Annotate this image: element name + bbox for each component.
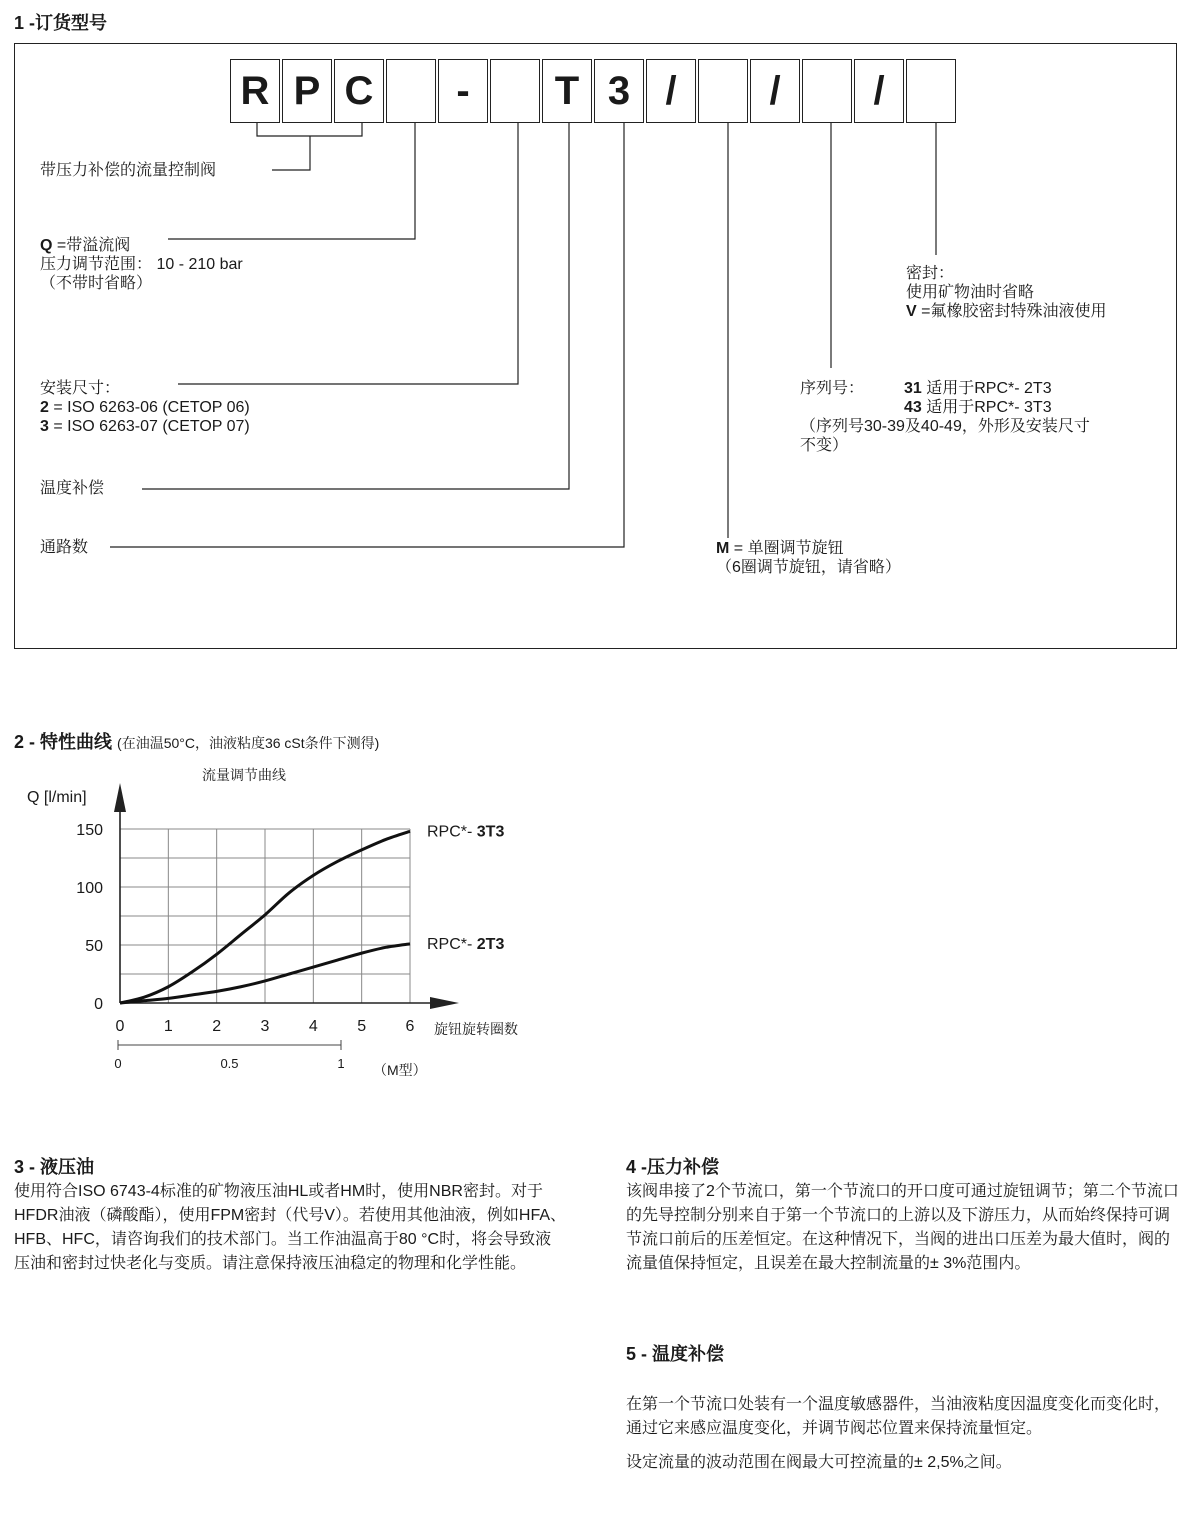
secondary-tick-label: 1 bbox=[337, 1056, 345, 1071]
x-tick-label: 0 bbox=[115, 1018, 125, 1035]
series-label: RPC*- 2T3 bbox=[427, 935, 505, 953]
m-type-label: （M型） bbox=[373, 1062, 427, 1078]
section-4-body: 该阀串接了2个节流口，第一个节流口的开口度可通过旋钮调节；第二个节流口的先导控制分别来自于第一个节流口的上游以及下游压力，从而始终保持可调节流口前后的压差恒定。在这种情况下，当阀的进出口压差为最大值时，阀的流量值保持恒定，且误差在最大控制流量的± 3%范围内。 bbox=[626, 1183, 1179, 1272]
y-axis-label: Q [l/min] bbox=[27, 789, 87, 806]
code-cell: 3 bbox=[594, 59, 644, 123]
label-mounting-size: 安装尺寸： 2 = ISO 6263-06 (CETOP 06) 3 = ISO 6263-07 (CETOP 07) bbox=[40, 380, 250, 435]
y-tick-label: 100 bbox=[76, 880, 103, 897]
code-cell: / bbox=[750, 59, 800, 123]
x-axis-arrow bbox=[430, 997, 459, 1009]
code-cell: / bbox=[646, 59, 696, 123]
section-3-title: 3 - 液压油 bbox=[14, 1157, 95, 1177]
y-tick-label: 0 bbox=[94, 996, 103, 1013]
y-tick-label: 150 bbox=[76, 822, 103, 839]
label-temperature-compensation: 温度补偿 bbox=[40, 480, 105, 497]
section-5-paragraph: 在第一个节流口处装有一个温度敏感器件，当油液粘度因温度变化而变化时，通过它来感应温度变化，并调节阀芯位置来保持流量恒定。 bbox=[626, 1396, 1171, 1437]
label-ways: 通路数 bbox=[40, 539, 89, 556]
code-cell: R bbox=[230, 59, 280, 123]
label-knob-type: M = 单圈调节旋钮 （6圈调节旋钮，请省略） bbox=[716, 540, 901, 576]
secondary-tick-label: 0.5 bbox=[220, 1056, 239, 1071]
section-5-paragraph: 设定流量的波动范围在阀最大可控流量的± 2,5%之间。 bbox=[626, 1454, 1012, 1471]
x-axis-label: 旋钮旋转圈数 bbox=[434, 1021, 518, 1037]
chart-title: 流量调节曲线 bbox=[202, 767, 286, 783]
label-compensated-valve: 带压力补偿的流量控制阀 bbox=[40, 162, 217, 179]
code-cell: T bbox=[542, 59, 592, 123]
x-tick-label: 4 bbox=[308, 1018, 318, 1035]
y-tick-label: 50 bbox=[85, 938, 103, 955]
series-label: RPC*- 3T3 bbox=[427, 823, 505, 841]
x-tick-label: 3 bbox=[260, 1018, 270, 1035]
x-tick-label: 1 bbox=[163, 1018, 173, 1035]
section-2-title: 2 - 特性曲线 (在油温50°C，油液粘度36 cSt条件下测得) bbox=[14, 732, 380, 752]
section-5-title: 5 - 温度补偿 bbox=[626, 1344, 725, 1364]
label-seals: 密封： 使用矿物油时省略 V =氟橡胶密封特殊油液使用 bbox=[906, 265, 1107, 320]
label-serial-number: 序列号： 31 适用于RPC*- 2T3 43 适用于RPC*- 3T3 （序列号30-39及40-49，外形及安装尺寸 不变） bbox=[800, 380, 1090, 454]
section-5-body bbox=[626, 1393, 1182, 1475]
section-1-title: 1 -订货型号 bbox=[14, 13, 108, 33]
code-cell: C bbox=[334, 59, 384, 123]
y-axis-arrow bbox=[114, 783, 126, 812]
secondary-tick-label: 0 bbox=[114, 1056, 122, 1071]
label-relief-option: Q =带溢流阀 压力调节范围： 10 - 210 bar （不带时省略） bbox=[40, 237, 243, 292]
x-tick-label: 5 bbox=[357, 1018, 367, 1035]
code-cell: - bbox=[438, 59, 488, 123]
code-cell: / bbox=[854, 59, 904, 123]
section-3-body: 使用符合ISO 6743-4标准的矿物液压油HL或者HM时，使用NBR密封。对于HFDR油液（磷酸酯），使用FPM密封（代号V）。若使用其他油液，例如HFA、HFB、HFC，请咨询我们的技术部门。当工作油温高于80 °C时，将会导致液压油和密封过快老化与变质。请注意保持液压油稳定的物理和化学性能。 bbox=[14, 1183, 567, 1272]
x-tick-label: 2 bbox=[212, 1018, 222, 1035]
code-cell: P bbox=[282, 59, 332, 123]
section-4-title: 4 -压力补偿 bbox=[626, 1157, 720, 1177]
x-tick-label: 6 bbox=[405, 1018, 415, 1035]
